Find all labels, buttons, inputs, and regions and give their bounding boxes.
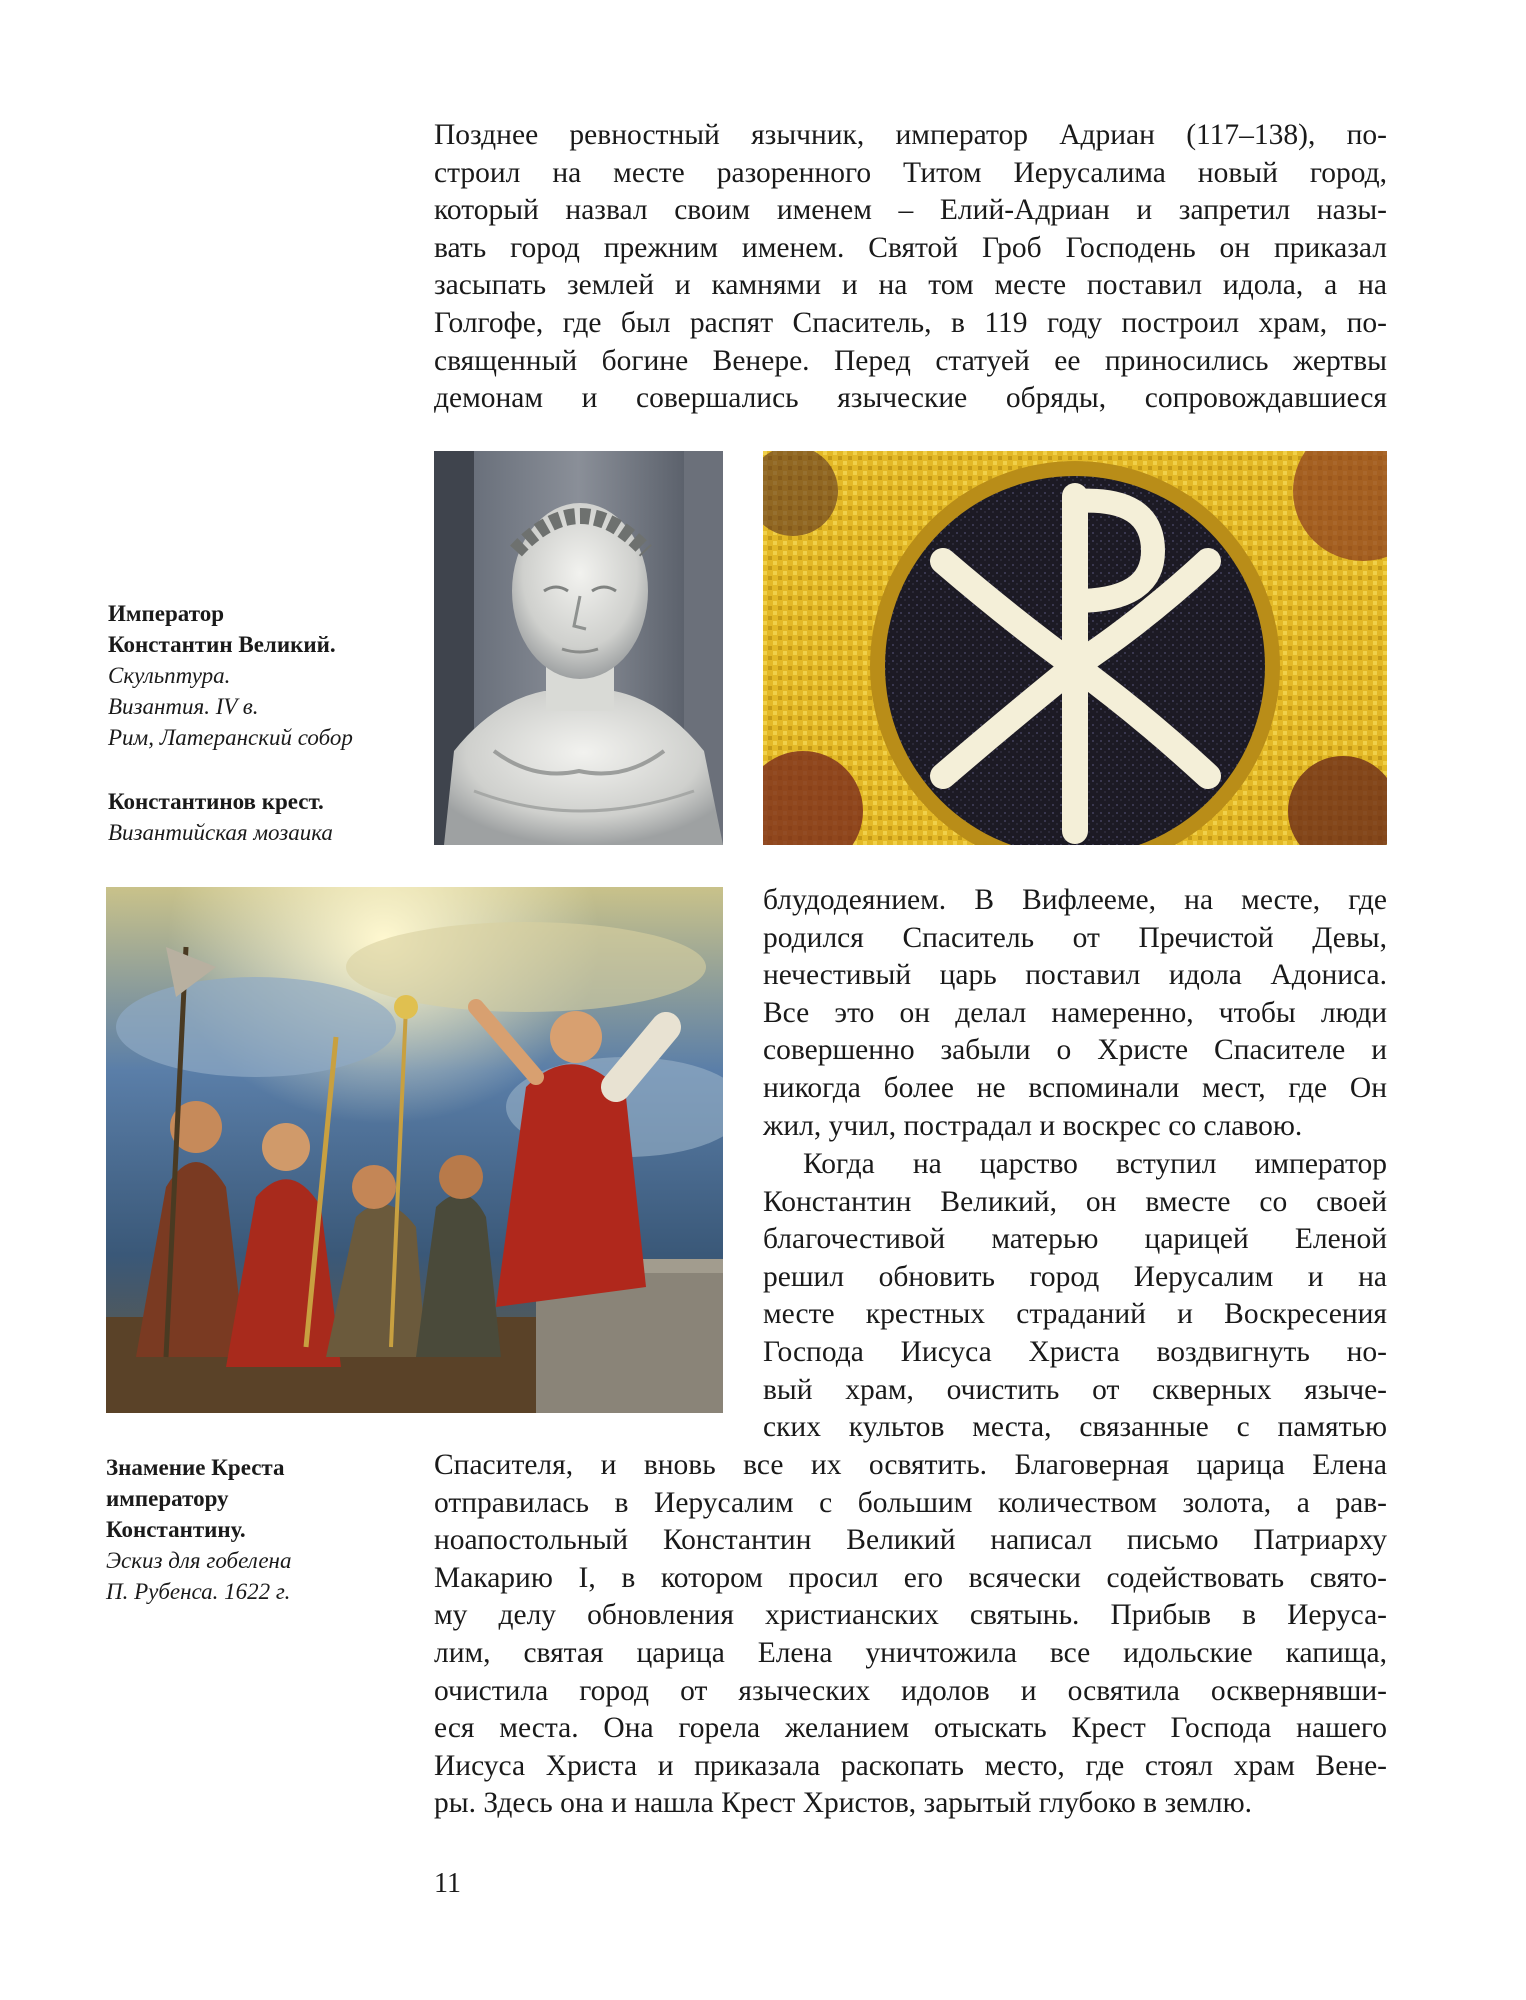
caption-painting	[106, 1452, 416, 1607]
caption-mosaic	[108, 786, 408, 848]
text-line: Позднее ревностный язычник, император Адриан (117–138), по-	[434, 119, 1387, 151]
body-paragraph-1	[434, 117, 1387, 418]
text-line: ры. Здесь она и нашла Крест Христов, зарытый глубоко в землю.	[434, 1787, 1253, 1820]
text-line: никогда более не вспоминали мест, где Он	[763, 1071, 1387, 1104]
text-line: блудодеянием. В Вифлееме, на месте, где	[763, 884, 1387, 916]
text-line: месте крестных страданий и Воскресения	[763, 1298, 1387, 1331]
text-line: родился Спаситель от Пречистой Девы,	[763, 921, 1387, 954]
rubens-painting-image	[106, 887, 723, 1413]
text-line: решил обновить город Иерусалим и на	[763, 1260, 1387, 1293]
text-line: Макарию I, в котором просил его всячески содействовать свято-	[434, 1561, 1387, 1594]
caption-title: Константин Великий.	[108, 632, 336, 657]
caption-detail: Скульптура.	[108, 663, 231, 688]
text-line: Голгофе, где был распят Спаситель, в 119 году построил храм, по-	[434, 306, 1387, 339]
text-line: вый храм, очистить от скверных языче-	[763, 1373, 1387, 1406]
caption-detail: Эскиз для гобелена	[106, 1548, 292, 1573]
text-line: священный богине Венере. Перед статуей ее приносились жертвы	[434, 344, 1387, 377]
body-paragraph-2	[763, 882, 1387, 1145]
text-line: лим, святая царица Елена уничтожила все идольские капища,	[434, 1636, 1387, 1669]
caption-title: императору	[106, 1486, 229, 1511]
caption-statue	[108, 598, 408, 753]
caption-detail: Византийская мозаика	[108, 820, 333, 845]
caption-detail: Византия. IV в.	[108, 694, 259, 719]
caption-detail: П. Рубенса. 1622 г.	[106, 1579, 291, 1604]
text-line: очистила город от языческих идолов и освятила осквернявши-	[434, 1674, 1387, 1707]
text-line: му делу обновления христианских святынь. Прибыв в Иеруса-	[434, 1599, 1387, 1632]
text-line: ноапостольный Константин Великий написал письмо Патриарху	[434, 1524, 1387, 1557]
caption-detail: Рим, Латеранский собор	[108, 725, 353, 750]
caption-title: Император	[108, 601, 224, 626]
caption-title: Константину.	[106, 1517, 246, 1542]
chi-rho-mosaic-image	[763, 451, 1387, 845]
text-line: Иисуса Христа и приказала раскопать место, где стоял храм Вене-	[434, 1749, 1387, 1782]
text-line: ских культов места, связанные с памятью	[763, 1411, 1387, 1444]
text-line: вать город прежним именем. Святой Гроб Господень он приказал	[434, 231, 1387, 264]
text-line: строил на месте разоренного Титом Иерусалима новый город,	[434, 156, 1387, 189]
text-line: жил, учил, пострадал и воскрес со славою.	[763, 1109, 1303, 1142]
body-paragraph-3-narrow	[763, 1146, 1387, 1447]
text-line: засыпать землей и камнями и на том месте поставил идола, а на	[434, 269, 1387, 302]
text-line: который назвал своим именем – Елий-Адриан и запретил назы-	[434, 194, 1387, 227]
text-line: совершенно забыли о Христе Спасителе и	[763, 1034, 1387, 1067]
statue-image	[434, 451, 723, 845]
text-line: Господа Иисуса Христа воздвигнуть но-	[763, 1335, 1387, 1368]
text-line: Константин Великий, он вместе со своей	[763, 1185, 1387, 1218]
text-line: нечестивый царь поставил идола Адониса.	[763, 959, 1387, 992]
text-line: демонам и совершались языческие обряды, сопровождавшиеся	[434, 382, 1387, 415]
caption-title: Константинов крест.	[108, 789, 324, 814]
caption-title: Знамение Креста	[106, 1455, 285, 1480]
text-line: Спасителя, и вновь все их освятить. Благоверная царица Елена	[434, 1449, 1387, 1481]
text-line: Все это он делал намеренно, чтобы люди	[763, 996, 1387, 1029]
text-line: Когда на царство вступил император	[803, 1148, 1387, 1180]
text-line: отправилась в Иерусалим с большим количеством золота, а рав-	[434, 1486, 1387, 1519]
page-number: 11	[434, 1868, 461, 1899]
body-paragraph-3-wide	[434, 1447, 1387, 1823]
text-line: благочестивой матерью царицей Еленой	[763, 1223, 1387, 1256]
text-line: еся места. Она горела желанием отыскать Крест Господа нашего	[434, 1712, 1387, 1745]
